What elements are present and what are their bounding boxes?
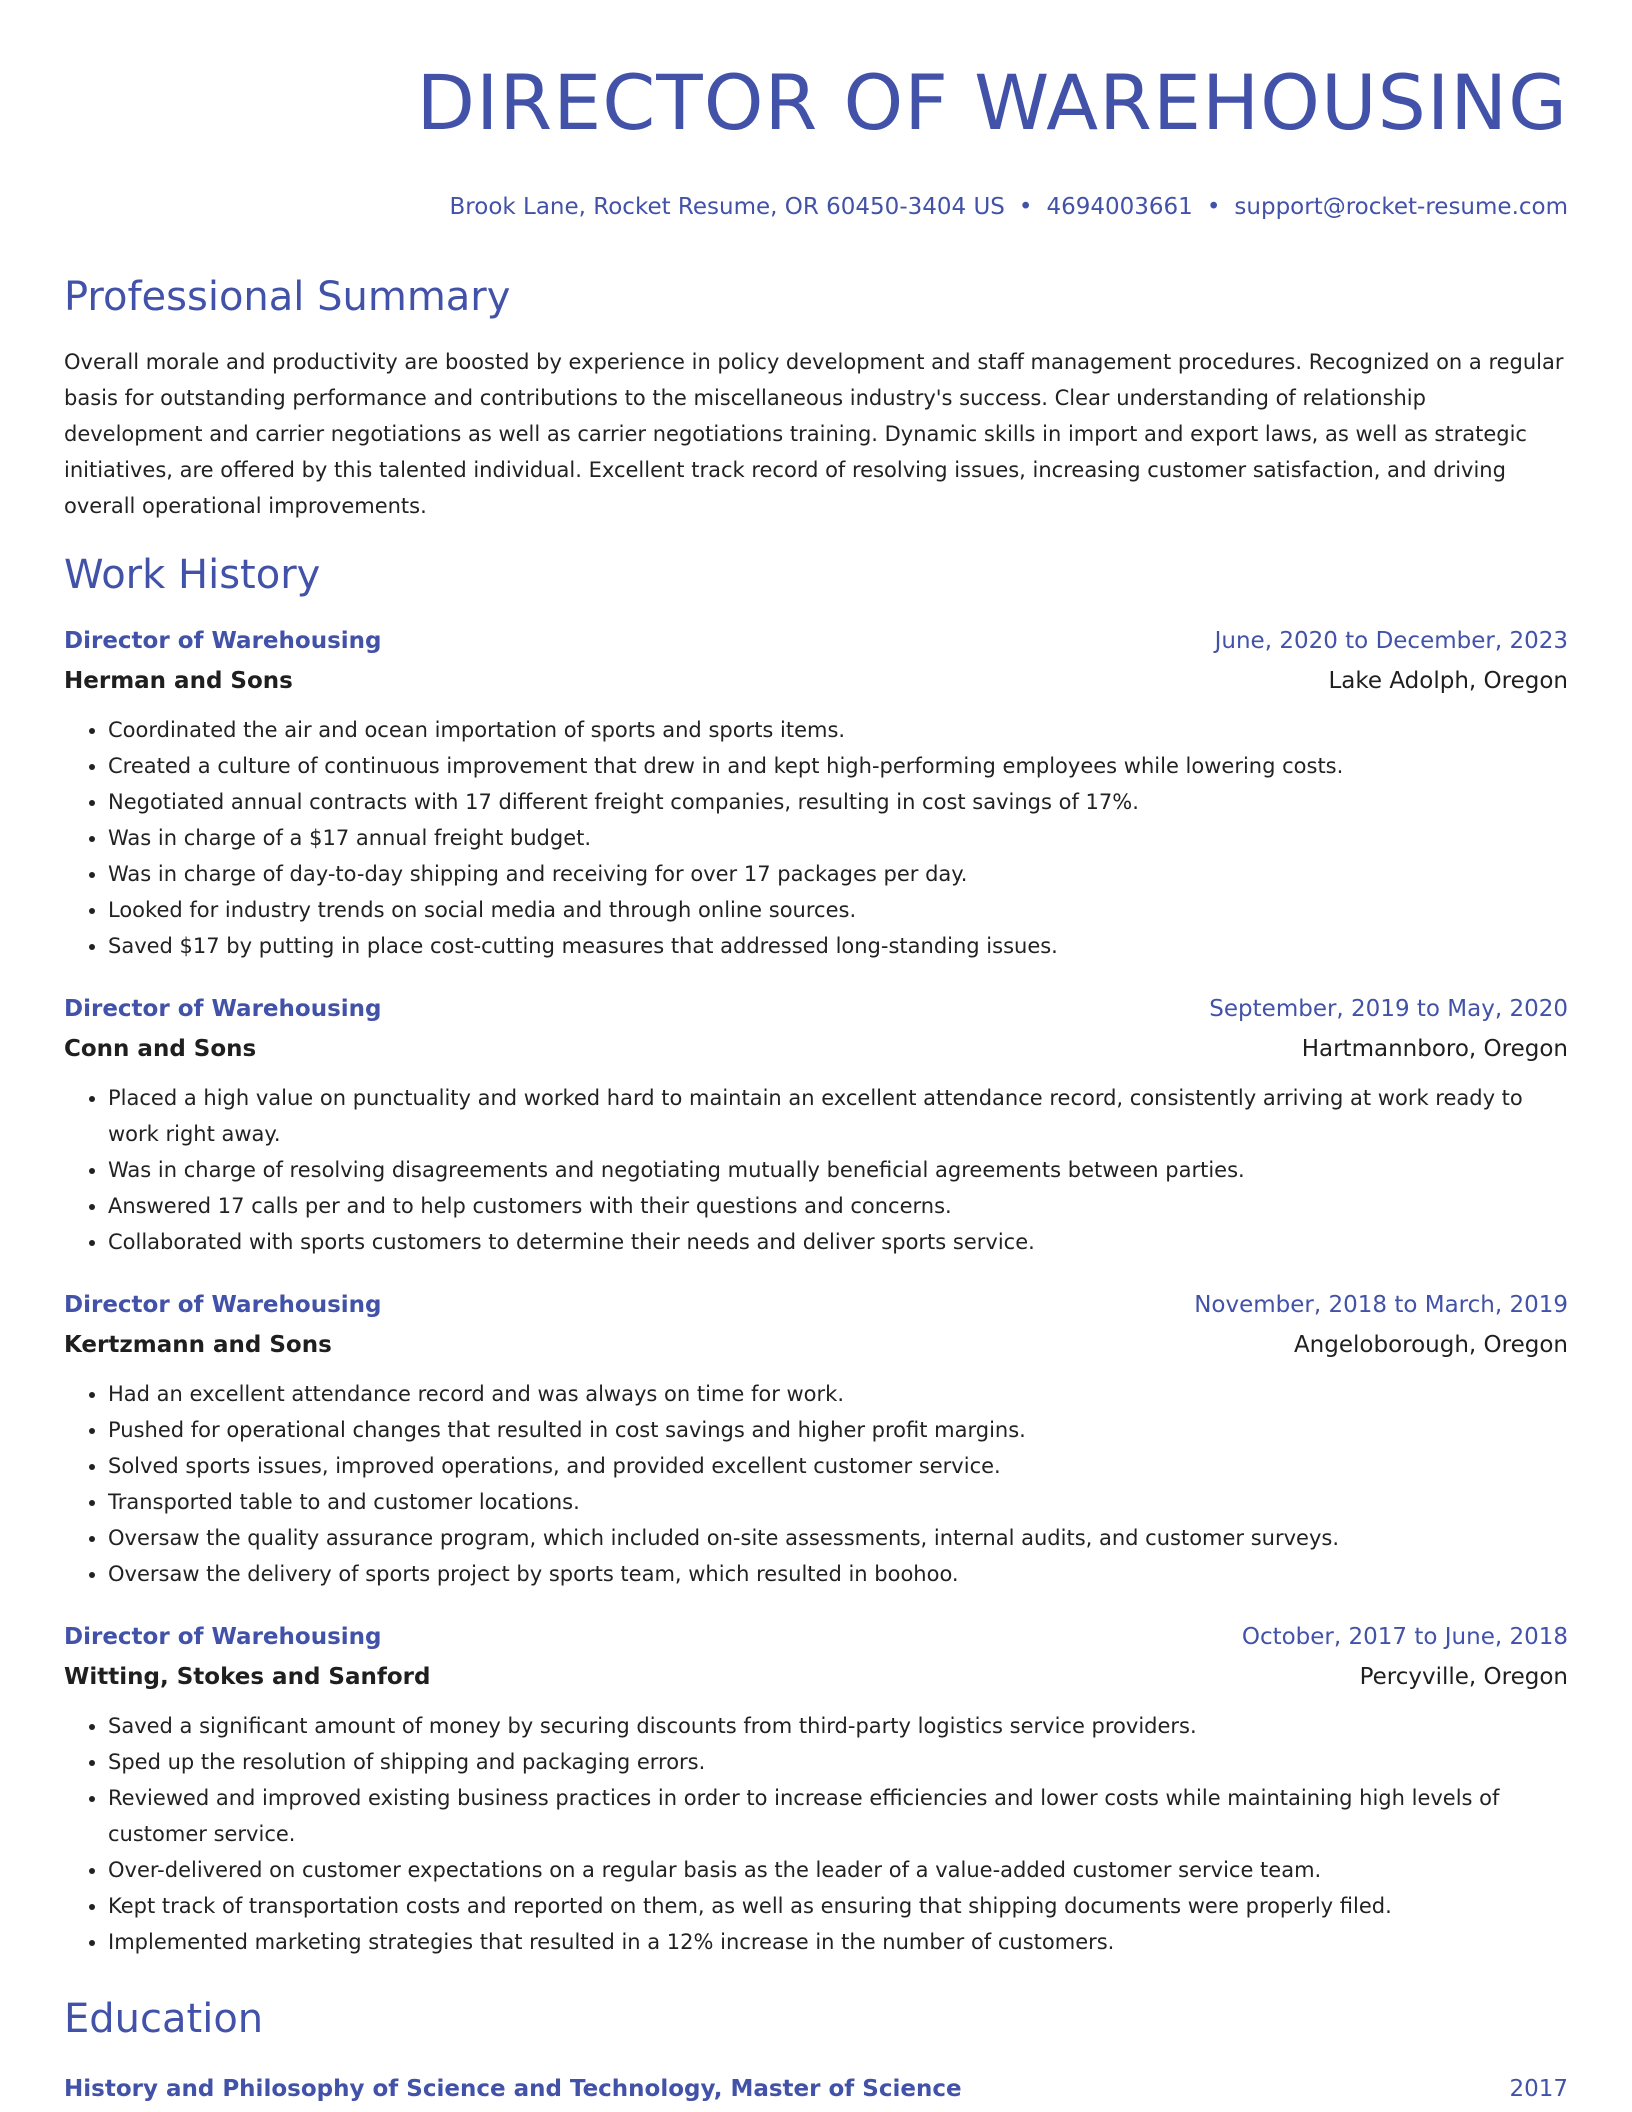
job-bullet: • Saved a significant amount of money by securing discounts from third-party logistics service providers. [108, 1708, 1568, 1744]
job-bullet: • Kept track of transportation costs and reported on them, as well as ensuring that shipping documents were properly filed. [108, 1888, 1568, 1924]
contact-email: support@rocket-resume.com [1234, 194, 1568, 220]
job-bullet: • Over-delivered on customer expectations on a regular basis as the leader of a value-added customer service team. [108, 1852, 1568, 1888]
education-degree: History and Philosophy of Science and Technology, Master of Science [64, 2076, 962, 2102]
job-company: Herman and Sons [64, 668, 293, 694]
resume-title: DIRECTOR OF WAREHOUSING [416, 58, 1568, 147]
contact-separator: • [1018, 194, 1033, 220]
job-bullet: • Sped up the resolution of shipping and packaging errors. [108, 1744, 1568, 1780]
job-bullet: • Was in charge of resolving disagreements and negotiating mutually beneficial agreements between parties. [108, 1152, 1568, 1188]
job-entry [64, 994, 1568, 1260]
job-bullets [64, 1080, 1568, 1260]
job-bullet: • Implemented marketing strategies that resulted in a 12% increase in the number of customers. [108, 1924, 1568, 1960]
contact-address: Brook Lane, Rocket Resume, OR 60450-3404 US [449, 194, 1005, 220]
job-location: Angeloborough, Oregon [1293, 1332, 1568, 1358]
job-entry [64, 626, 1568, 964]
job-location: Hartmannboro, Oregon [1301, 1036, 1568, 1062]
job-title: Director of Warehousing [64, 628, 382, 654]
job-bullet: • Was in charge of day-to-day shipping and receiving for over 17 packages per day. [108, 856, 1568, 892]
job-entry [64, 1622, 1568, 1960]
job-bullets [64, 1708, 1568, 1960]
education-year: 2017 [1509, 2076, 1568, 2102]
job-bullet: • Transported table to and customer locations. [108, 1484, 1568, 1520]
job-bullet: • Answered 17 calls per and to help customers with their questions and concerns. [108, 1188, 1568, 1224]
job-bullet: • Reviewed and improved existing business practices in order to increase efficiencies and lower costs while maintaining high levels of customer service. [108, 1780, 1568, 1852]
resume-page [64, 0, 1568, 2104]
job-dates: June, 2020 to December, 2023 [1214, 628, 1568, 654]
job-bullet: • Oversaw the quality assurance program, which included on-site assessments, internal audits, and customer surveys. [108, 1520, 1568, 1556]
job-dates: October, 2017 to June, 2018 [1241, 1624, 1568, 1650]
job-company: Witting, Stokes and Sanford [64, 1664, 431, 1690]
job-bullet: • Saved $17 by putting in place cost-cutting measures that addressed long-standing issues. [108, 928, 1568, 964]
job-bullet: • Created a culture of continuous improvement that drew in and kept high-performing employees while lowering costs. [108, 748, 1568, 784]
job-bullet: • Negotiated annual contracts with 17 different freight companies, resulting in cost savings of 17%. [108, 784, 1568, 820]
job-bullets [64, 712, 1568, 964]
job-location: Lake Adolph, Oregon [1328, 668, 1568, 694]
job-bullet: • Pushed for operational changes that resulted in cost savings and higher profit margins. [108, 1412, 1568, 1448]
job-title: Director of Warehousing [64, 996, 382, 1022]
job-bullet: • Collaborated with sports customers to determine their needs and deliver sports service. [108, 1224, 1568, 1260]
contact-phone: 4694003661 [1046, 194, 1193, 220]
contact-separator: • [1206, 194, 1221, 220]
job-bullet: • Coordinated the air and ocean importation of sports and sports items. [108, 712, 1568, 748]
summary-heading: Professional Summary [64, 274, 511, 320]
job-dates: November, 2018 to March, 2019 [1194, 1292, 1568, 1318]
job-bullet: • Oversaw the delivery of sports project by sports team, which resulted in boohoo. [108, 1556, 1568, 1592]
job-company: Kertzmann and Sons [64, 1332, 332, 1358]
job-bullet: • Had an excellent attendance record and was always on time for work. [108, 1376, 1568, 1412]
job-entry [64, 1290, 1568, 1592]
summary-text: Overall morale and productivity are boosted by experience in policy development and staff management procedures. Recognized on a regular basis for outstanding performance and contributions to the miscellaneous industry's success. Clear understanding of relationship development and carrier negotiations as well as carrier negotiations training. Dynamic skills in import and export laws, as well as strategic initiatives, are offered by this talented individual. Excellent track record of resolving issues, increasing customer satisfaction, and driving overall operational improvements. [64, 350, 1564, 518]
job-company: Conn and Sons [64, 1036, 257, 1062]
job-bullet: • Was in charge of a $17 annual freight budget. [108, 820, 1568, 856]
job-bullet: • Placed a high value on punctuality and worked hard to maintain an excellent attendance record, consistently arriving at work ready to work right away. [108, 1080, 1568, 1152]
job-location: Percyville, Oregon [1359, 1664, 1568, 1690]
contact-line [64, 192, 1568, 222]
job-dates: September, 2019 to May, 2020 [1209, 996, 1568, 1022]
job-bullet: • Looked for industry trends on social media and through online sources. [108, 892, 1568, 928]
education-entry [64, 2074, 1568, 2104]
education-heading: Education [64, 1996, 264, 2042]
job-bullets [64, 1376, 1568, 1592]
job-bullet: • Solved sports issues, improved operations, and provided excellent customer service. [108, 1448, 1568, 1484]
job-title: Director of Warehousing [64, 1292, 382, 1318]
work-history-heading: Work History [64, 552, 321, 598]
job-title: Director of Warehousing [64, 1624, 382, 1650]
